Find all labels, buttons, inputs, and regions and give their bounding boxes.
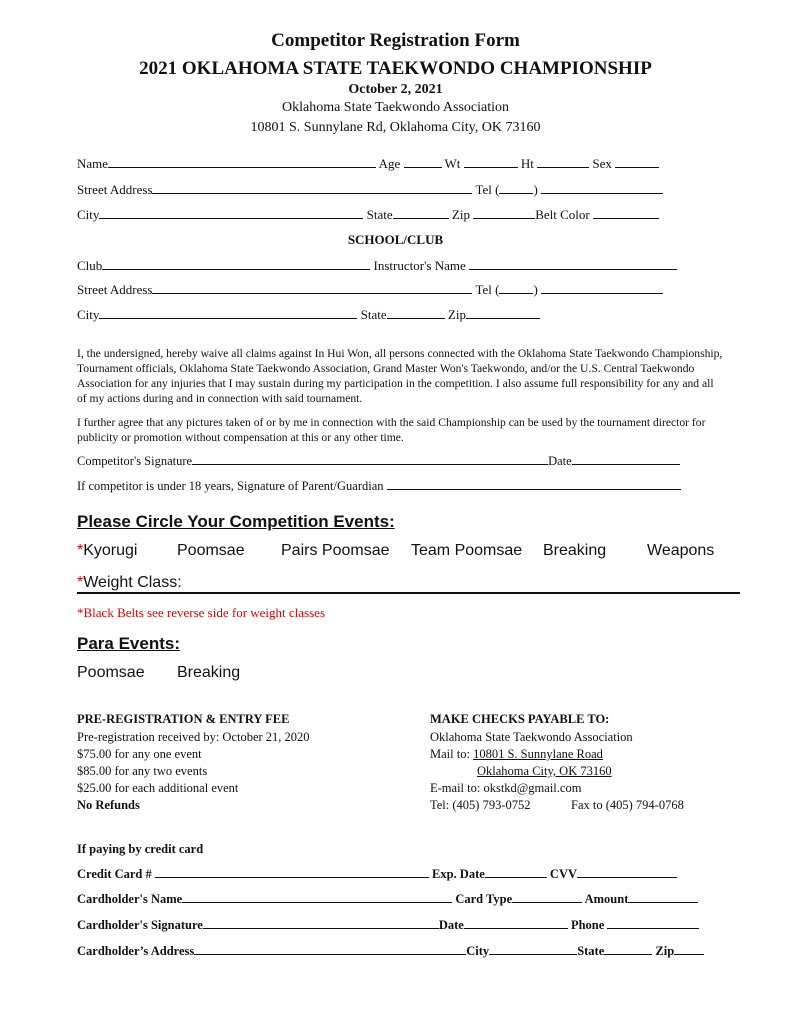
event-date: October 2, 2021 — [348, 82, 443, 97]
card-number-field[interactable] — [155, 867, 429, 878]
credit-card-heading: If paying by credit card — [77, 842, 204, 856]
weight-class-line[interactable] — [77, 592, 740, 594]
height-field[interactable] — [537, 157, 589, 168]
exp-date-field[interactable] — [485, 867, 547, 878]
cardholder-name-field[interactable] — [182, 892, 452, 903]
tel-line: Tel: (405) 793-0752 — [430, 798, 531, 812]
fee-two-events: $85.00 for any two events — [77, 764, 208, 778]
school-heading: SCHOOL/CLUB — [347, 232, 444, 247]
school-tel-number-field[interactable] — [541, 283, 663, 294]
para-event-breaking[interactable]: Breaking — [177, 664, 241, 681]
school-state-label: State — [360, 307, 387, 322]
event-item-kyorugi[interactable] — [77, 542, 137, 560]
guardian-signature-field[interactable] — [387, 479, 681, 490]
competitor-row-1 — [77, 156, 659, 172]
fax-line: Fax to (405) 794-0768 — [571, 798, 684, 812]
cardholder-name-label: Cardholder's Name — [77, 892, 183, 906]
zip-label: Zip — [451, 207, 470, 222]
card-zip-field[interactable] — [674, 944, 704, 955]
weight-field[interactable] — [464, 157, 518, 168]
cardholder-address-label: Cardholder’s Address — [77, 944, 195, 958]
cardholder-signature-field[interactable] — [203, 918, 439, 929]
event-item-poomsae[interactable]: Poomsae — [177, 542, 245, 559]
photo-release-paragraph: I further agree that any pictures taken of or by me in connection with the said Championship can be used by the tournament director for publicity or promotion without compensation at this or any other time. — [77, 416, 706, 444]
tel-close: ) — [533, 182, 538, 197]
required-star: * — [77, 574, 84, 591]
phone-field[interactable] — [607, 918, 699, 929]
fees-received-by: Pre-registration received by: October 21, 2020 — [77, 730, 310, 744]
mail-street: 10801 S. Sunnylane Road — [473, 747, 603, 761]
signature-row — [77, 454, 680, 469]
age-label: Age — [378, 156, 401, 171]
state-field[interactable] — [393, 208, 449, 219]
card-state-label: State — [577, 944, 605, 958]
tel-number-field[interactable] — [541, 183, 663, 194]
tel-area-field[interactable] — [499, 183, 533, 194]
form-title: Competitor Registration Form — [271, 30, 520, 51]
card-row-1 — [77, 867, 677, 882]
email-line: E-mail to: okstkd@gmail.com — [430, 781, 582, 795]
school-row-3 — [77, 307, 540, 323]
zip-field[interactable] — [473, 208, 535, 219]
card-row-3 — [77, 918, 699, 933]
mail-city: Oklahoma City, OK 73160 — [477, 764, 612, 778]
cvv-field[interactable] — [577, 867, 677, 878]
fees-heading: PRE-REGISTRATION & ENTRY FEE — [77, 712, 290, 726]
signature-date-field[interactable] — [572, 454, 680, 465]
competitor-row-2 — [77, 182, 663, 198]
weight-class-label — [77, 574, 182, 592]
mail-to-label: Mail to: — [430, 747, 474, 761]
school-zip-field[interactable] — [466, 308, 540, 319]
signature-field[interactable] — [192, 454, 548, 465]
card-row-2 — [77, 892, 698, 907]
card-zip-label: Zip — [655, 944, 675, 958]
checks-payee: Oklahoma State Taekwondo Association — [430, 730, 633, 744]
street-label: Street Address — [77, 182, 153, 197]
state-label: State — [366, 207, 393, 222]
school-tel-area-field[interactable] — [499, 283, 533, 294]
guardian-row — [77, 479, 681, 494]
fee-one-event: $75.00 for any one event — [77, 747, 202, 761]
instructor-label: Instructor's Name — [373, 258, 466, 273]
association-name: Oklahoma State Taekwondo Association — [281, 100, 509, 115]
card-number-label: Credit Card # — [77, 867, 152, 881]
age-field[interactable] — [404, 157, 442, 168]
card-city-field[interactable] — [489, 944, 577, 955]
weight-class-text: Weight Class: — [83, 574, 182, 591]
mail-to-line — [430, 747, 603, 762]
competitor-row-3 — [77, 207, 659, 223]
championship-title: 2021 OKLAHOMA STATE TAEKWONDO CHAMPIONSHIP — [139, 58, 652, 79]
amount-field[interactable] — [628, 892, 698, 903]
para-events-heading: Para Events: — [77, 634, 180, 653]
card-type-label: Card Type — [455, 892, 513, 906]
wt-label: Wt — [444, 156, 461, 171]
event-item-weapons[interactable]: Weapons — [647, 542, 715, 559]
sex-label: Sex — [592, 156, 612, 171]
signature-label: Competitor's Signature — [77, 454, 193, 468]
fee-additional-event: $25.00 for each additional event — [77, 781, 239, 795]
exp-date-label: Exp. Date — [432, 867, 485, 881]
school-state-field[interactable] — [387, 308, 445, 319]
checks-heading: MAKE CHECKS PAYABLE TO: — [430, 712, 610, 726]
amount-label: Amount — [584, 892, 629, 906]
event-label: Kyorugi — [83, 542, 138, 559]
club-label: Club — [77, 258, 103, 273]
school-city-label: City — [77, 307, 100, 322]
no-refunds: No Refunds — [77, 798, 140, 812]
signature-date-label: Date — [548, 454, 572, 468]
cvv-label: CVV — [549, 867, 578, 881]
school-row-2 — [77, 282, 663, 298]
name-field[interactable] — [108, 157, 376, 168]
school-tel-label: Tel ( — [475, 282, 500, 297]
event-item-team-poomsae[interactable]: Team Poomsae — [411, 542, 523, 559]
tel-label: Tel ( — [475, 182, 500, 197]
black-belt-note: *Black Belts see reverse side for weight classes — [77, 605, 326, 620]
school-street-field[interactable] — [152, 283, 472, 294]
city-field[interactable] — [99, 208, 363, 219]
belt-field[interactable] — [593, 208, 659, 219]
school-tel-close: ) — [533, 282, 538, 297]
association-address: 10801 S. Sunnylane Rd, Oklahoma City, OK 73160 — [250, 120, 541, 135]
cardholder-signature-label: Cardholder's Signature — [77, 918, 203, 932]
card-state-field[interactable] — [604, 944, 652, 955]
sex-field[interactable] — [615, 157, 659, 168]
event-item-breaking[interactable]: Breaking — [543, 542, 607, 559]
cardholder-address-field[interactable] — [194, 944, 466, 955]
belt-label: Belt Color — [535, 207, 590, 222]
card-row-4 — [77, 944, 704, 959]
ht-label: Ht — [520, 156, 534, 171]
school-street-label: Street Address — [77, 282, 153, 297]
instructor-field[interactable] — [469, 259, 677, 270]
club-field[interactable] — [102, 259, 370, 270]
city-label: City — [77, 207, 100, 222]
card-date-field[interactable] — [464, 918, 568, 929]
card-type-field[interactable] — [512, 892, 582, 903]
street-field[interactable] — [152, 183, 472, 194]
name-label: Name — [77, 156, 109, 171]
required-star: * — [77, 542, 84, 559]
card-city-label: City — [466, 944, 490, 958]
guardian-label: If competitor is under 18 years, Signature of Parent/Guardian — [77, 479, 384, 493]
card-date-label: Date — [438, 918, 464, 932]
waiver-paragraph: I, the undersigned, hereby waive all claims against In Hui Won, all persons connected with the Oklahoma State Taekwondo Championship, Tournament officials, Oklahoma State Taekwondo Association, Grand Master Won's Taekwondo, and/or the U.S. Central Taekwondo Association for any injuries that I may sustain during my participation in the competition. I also assume full responsibility for any and all of my actions during and in connection with said tournament. — [77, 347, 723, 405]
school-city-field[interactable] — [99, 308, 357, 319]
event-item-pairs-poomsae[interactable]: Pairs Poomsae — [281, 542, 390, 559]
school-row-1 — [77, 258, 677, 274]
school-zip-label: Zip — [447, 307, 466, 322]
phone-label: Phone — [570, 918, 605, 932]
events-heading: Please Circle Your Competition Events: — [77, 512, 395, 531]
para-event-poomsae[interactable]: Poomsae — [77, 664, 145, 681]
